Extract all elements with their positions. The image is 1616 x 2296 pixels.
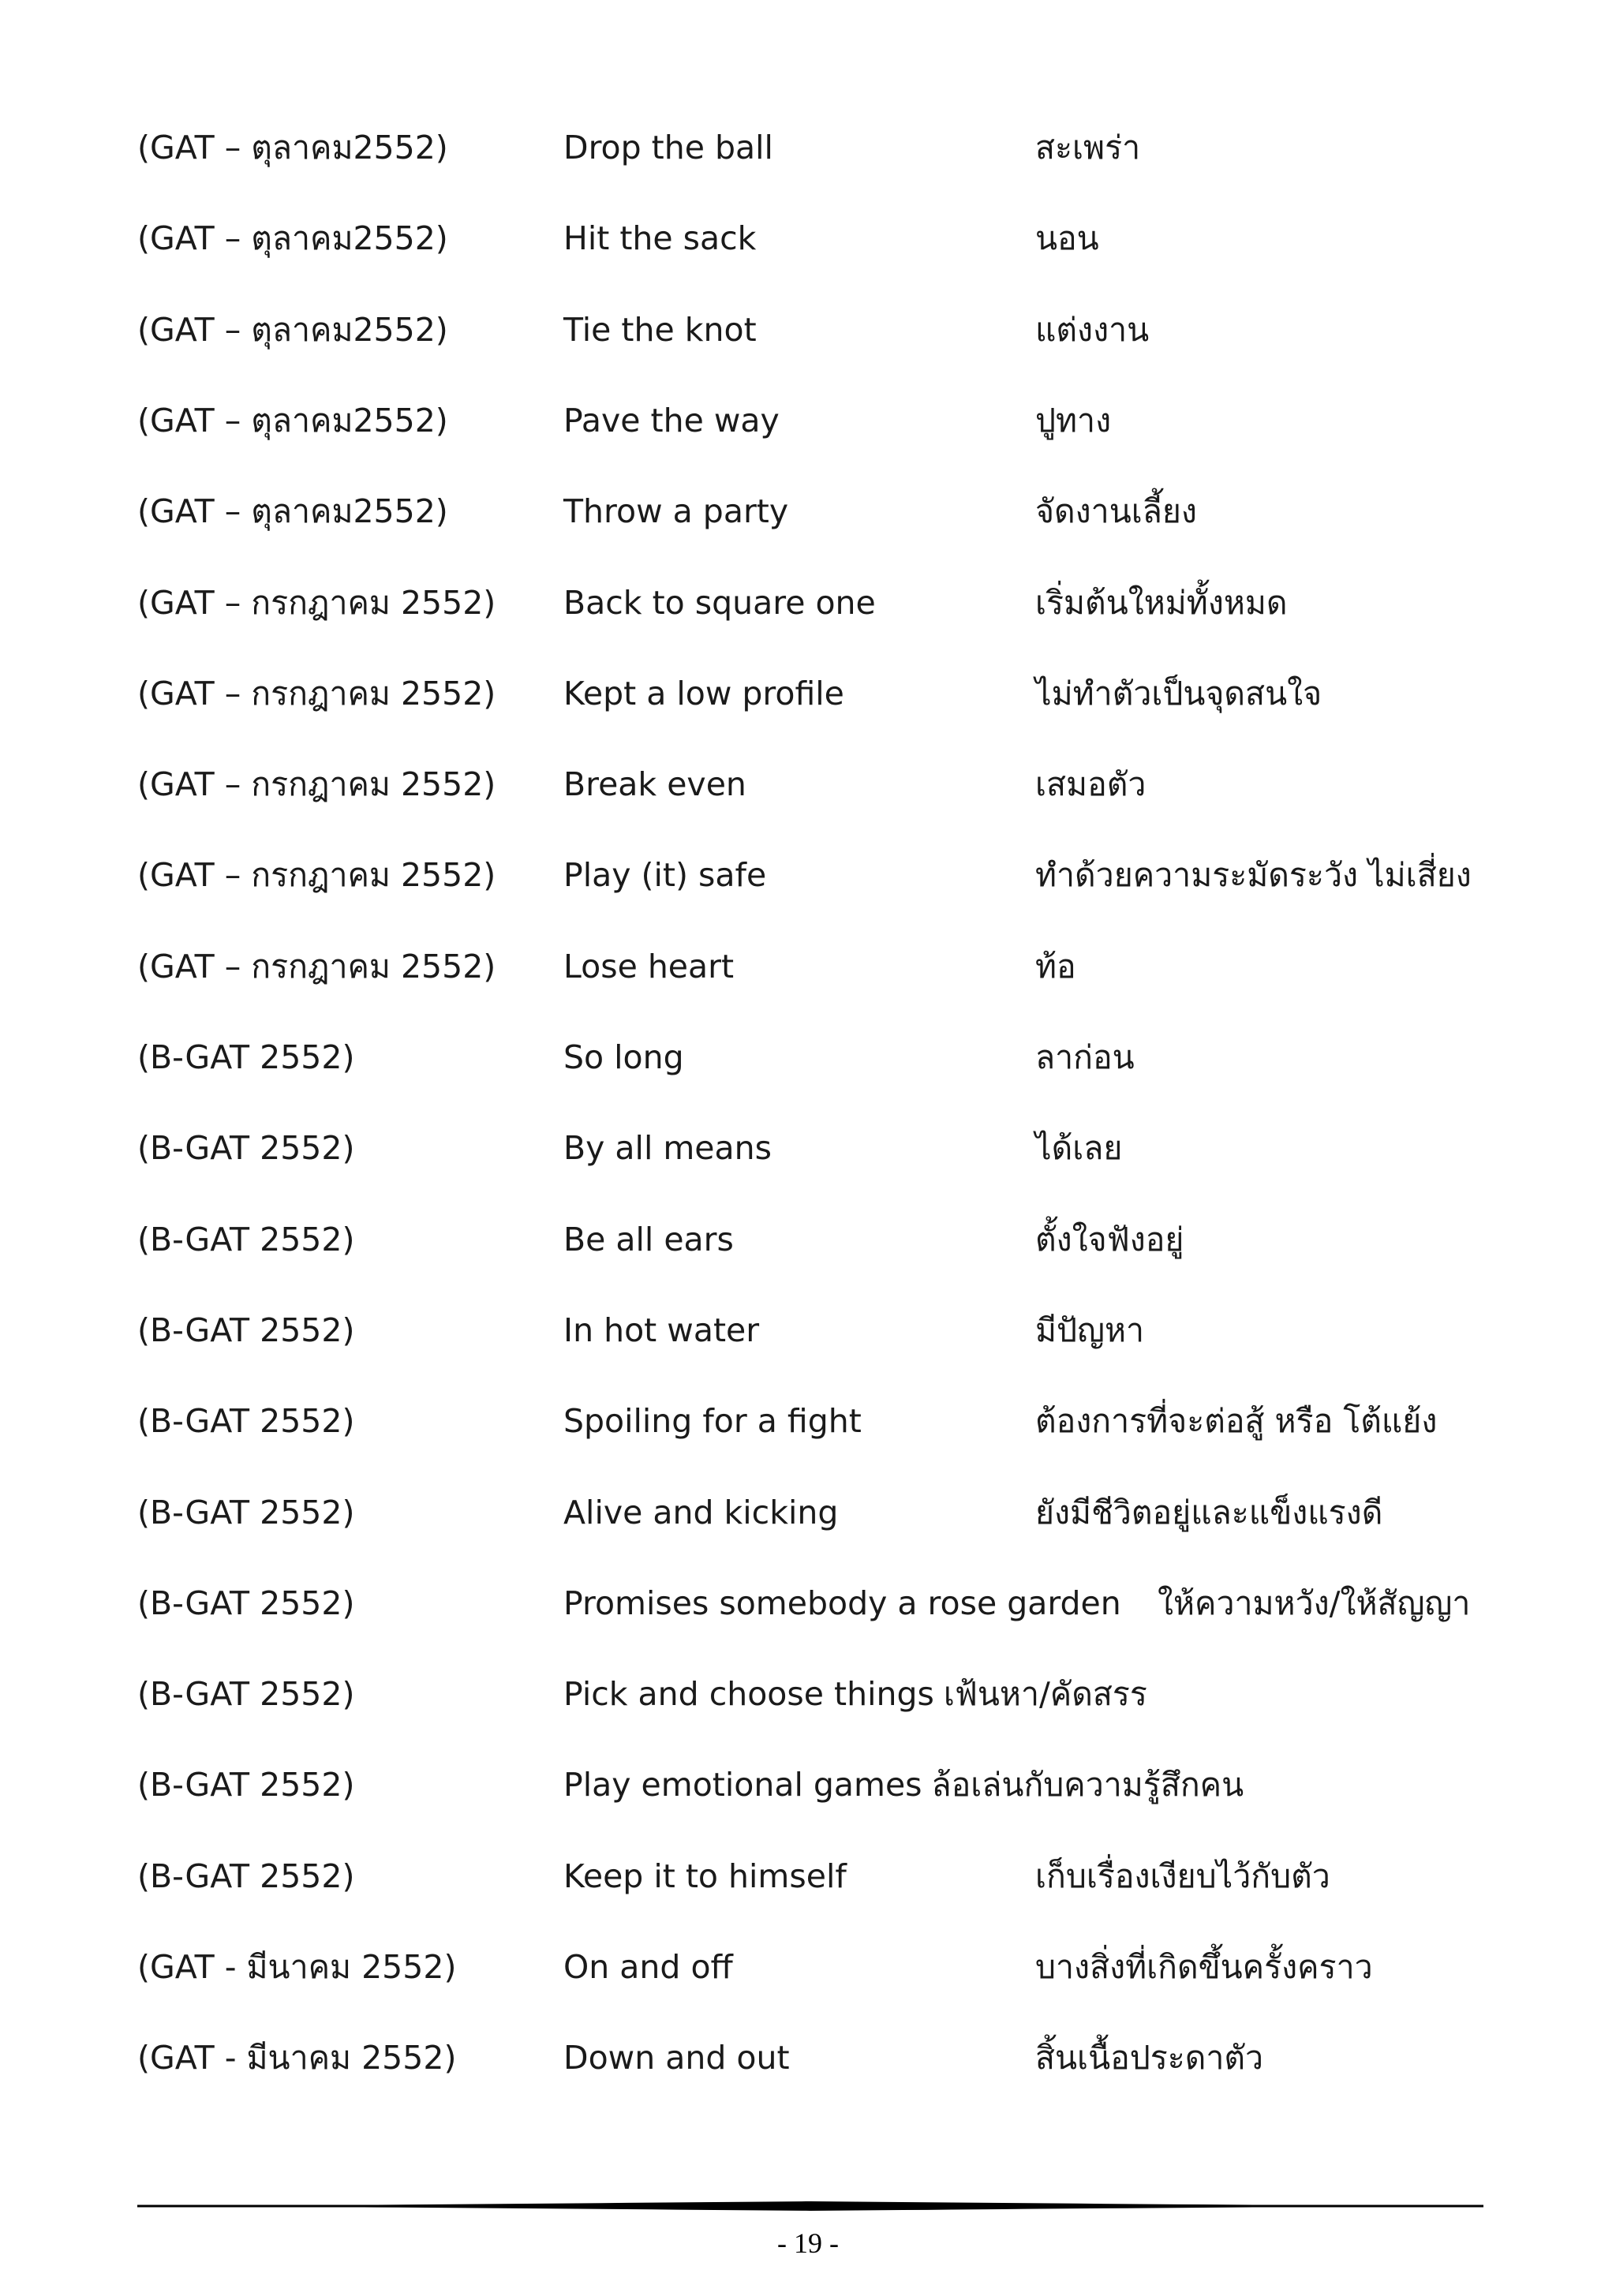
- idiom-text: On and off: [563, 1948, 733, 1986]
- list-item: [0, 1299, 1616, 1362]
- exam-source: (GAT - มีนาคม 2552): [137, 2039, 457, 2077]
- thai-meaning: เริ่มต้นใหม่ทั้งหมด: [1035, 583, 1288, 622]
- idiom-text: Pick and choose things: [563, 1675, 934, 1714]
- exam-source: (GAT – ตุลาคม2552): [137, 310, 448, 349]
- idiom-text: Hit the sack: [563, 219, 757, 258]
- list-item: [0, 1208, 1616, 1271]
- thai-meaning: สะเพร่า: [1035, 129, 1141, 166]
- list-item: [0, 1389, 1616, 1453]
- idiom-text: Be all ears: [563, 1220, 734, 1258]
- thai-meaning: ยังมีชีวิตอยู่และแข็งแรงดี: [1035, 1493, 1383, 1531]
- exam-source: (B-GAT 2552): [137, 1402, 355, 1441]
- list-item: [0, 935, 1616, 998]
- exam-source: (GAT - มีนาคม 2552): [137, 1948, 457, 1986]
- list-item: [0, 753, 1616, 816]
- list-item: [0, 2026, 1616, 2089]
- exam-source: (B-GAT 2552): [137, 1675, 355, 1714]
- list-item: [0, 298, 1616, 361]
- thai-meaning: เสมอตัว: [1035, 765, 1147, 804]
- idiom-text: Play (it) safe: [563, 856, 767, 895]
- thai-meaning: ลาก่อน: [1035, 1038, 1135, 1076]
- list-item: [0, 389, 1616, 452]
- list-item: [0, 571, 1616, 634]
- thai-meaning: ปูทาง: [1035, 401, 1112, 439]
- idiom-text: Throw a party: [563, 492, 789, 531]
- idiom-text: Pave the way: [563, 401, 780, 439]
- exam-source: (GAT – ตุลาคม2552): [137, 492, 448, 531]
- idiom-text: By all means: [563, 1129, 772, 1168]
- exam-source: (GAT – ตุลาคม2552): [137, 219, 448, 258]
- thai-meaning: เก็บเรื่องเงียบไว้กับตัว: [1035, 1857, 1330, 1895]
- thai-meaning: ไม่ทำตัวเป็นจุดสนใจ: [1035, 674, 1322, 712]
- list-item: [0, 1935, 1616, 1999]
- idiom-text: Lose heart: [563, 947, 735, 985]
- list-item: [0, 1026, 1616, 1089]
- exam-source: (B-GAT 2552): [137, 1493, 355, 1531]
- exam-source: (B-GAT 2552): [137, 1311, 355, 1349]
- thai-meaning: บางสิ่งที่เกิดขึ้นครั้งคราว: [1035, 1948, 1373, 1986]
- thai-meaning: ทำด้วยความระมัดระวัง ไม่เสี่ยง: [1035, 856, 1472, 895]
- thai-meaning: สิ้นเนื้อประดาตัว: [1035, 2039, 1264, 2077]
- exam-source: (GAT – กรกฎาคม 2552): [137, 674, 496, 712]
- idiom-text: Tie the knot: [563, 310, 757, 349]
- list-item: [0, 1481, 1616, 1544]
- exam-source: (B-GAT 2552): [137, 1220, 355, 1258]
- idiom-text: Kept a low profile: [563, 674, 844, 712]
- list-item: [0, 116, 1616, 179]
- idiom-text: Back to square one: [563, 583, 876, 622]
- idiom-text: Alive and kicking: [563, 1493, 839, 1531]
- thai-meaning: แต่งงาน: [1035, 310, 1150, 349]
- idiom-text: Drop the ball: [563, 129, 773, 166]
- exam-source: (GAT – กรกฎาคม 2552): [137, 947, 496, 985]
- thai-meaning: ให้ความหวัง/ให้สัญญา: [1158, 1584, 1471, 1622]
- thai-meaning: เฟ้นหา/คัดสรร: [943, 1675, 1147, 1714]
- thai-meaning: ได้เลย: [1035, 1129, 1123, 1168]
- page-number: - 19 -: [777, 2227, 839, 2259]
- thai-meaning: มีปัญหา: [1035, 1311, 1145, 1349]
- exam-source: (B-GAT 2552): [137, 1584, 355, 1622]
- exam-source: (GAT – กรกฎาคม 2552): [137, 765, 496, 804]
- list-item: [0, 1753, 1616, 1816]
- exam-source: (B-GAT 2552): [137, 1038, 355, 1076]
- idiom-text: So long: [563, 1038, 684, 1076]
- idiom-text: Keep it to himself: [563, 1857, 847, 1895]
- exam-source: (GAT – ตุลาคม2552): [137, 129, 448, 166]
- list-item: [0, 1845, 1616, 1908]
- list-item: [0, 843, 1616, 907]
- thai-meaning: ล้อเล่นกับความรู้สึกคน: [931, 1766, 1244, 1804]
- list-item: [0, 1572, 1616, 1635]
- idiom-text: Play emotional games: [563, 1766, 922, 1804]
- idiom-text: In hot water: [563, 1311, 760, 1349]
- list-item: [0, 1662, 1616, 1726]
- list-item: [0, 207, 1616, 270]
- idiom-text: Spoiling for a fight: [563, 1402, 862, 1441]
- footer-divider: [137, 2196, 1483, 2216]
- idiom-text: Promises somebody a rose garden: [563, 1584, 1121, 1622]
- exam-source: (B-GAT 2552): [137, 1129, 355, 1168]
- exam-source: (B-GAT 2552): [137, 1766, 355, 1804]
- idiom-text-with-meaning: [563, 1662, 1147, 1726]
- list-item: [0, 662, 1616, 725]
- exam-source: (GAT – กรกฎาคม 2552): [137, 856, 496, 895]
- list-item: [0, 480, 1616, 543]
- thai-meaning: จัดงานเลี้ยง: [1035, 492, 1197, 531]
- thai-meaning: นอน: [1035, 219, 1099, 258]
- exam-source: (B-GAT 2552): [137, 1857, 355, 1895]
- thai-meaning: ตั้งใจฟังอยู่: [1035, 1220, 1184, 1258]
- idiom-text: Break even: [563, 765, 746, 804]
- exam-source: (GAT – กรกฎาคม 2552): [137, 583, 496, 622]
- exam-source: (GAT – ตุลาคม2552): [137, 401, 448, 439]
- idiom-text-with-meaning: [563, 1753, 1244, 1816]
- idiom-text: Down and out: [563, 2039, 790, 2077]
- thai-meaning: ต้องการที่จะต่อสู้ หรือ โต้แย้ง: [1035, 1402, 1438, 1441]
- list-item: [0, 1116, 1616, 1180]
- thai-meaning: ท้อ: [1035, 947, 1076, 985]
